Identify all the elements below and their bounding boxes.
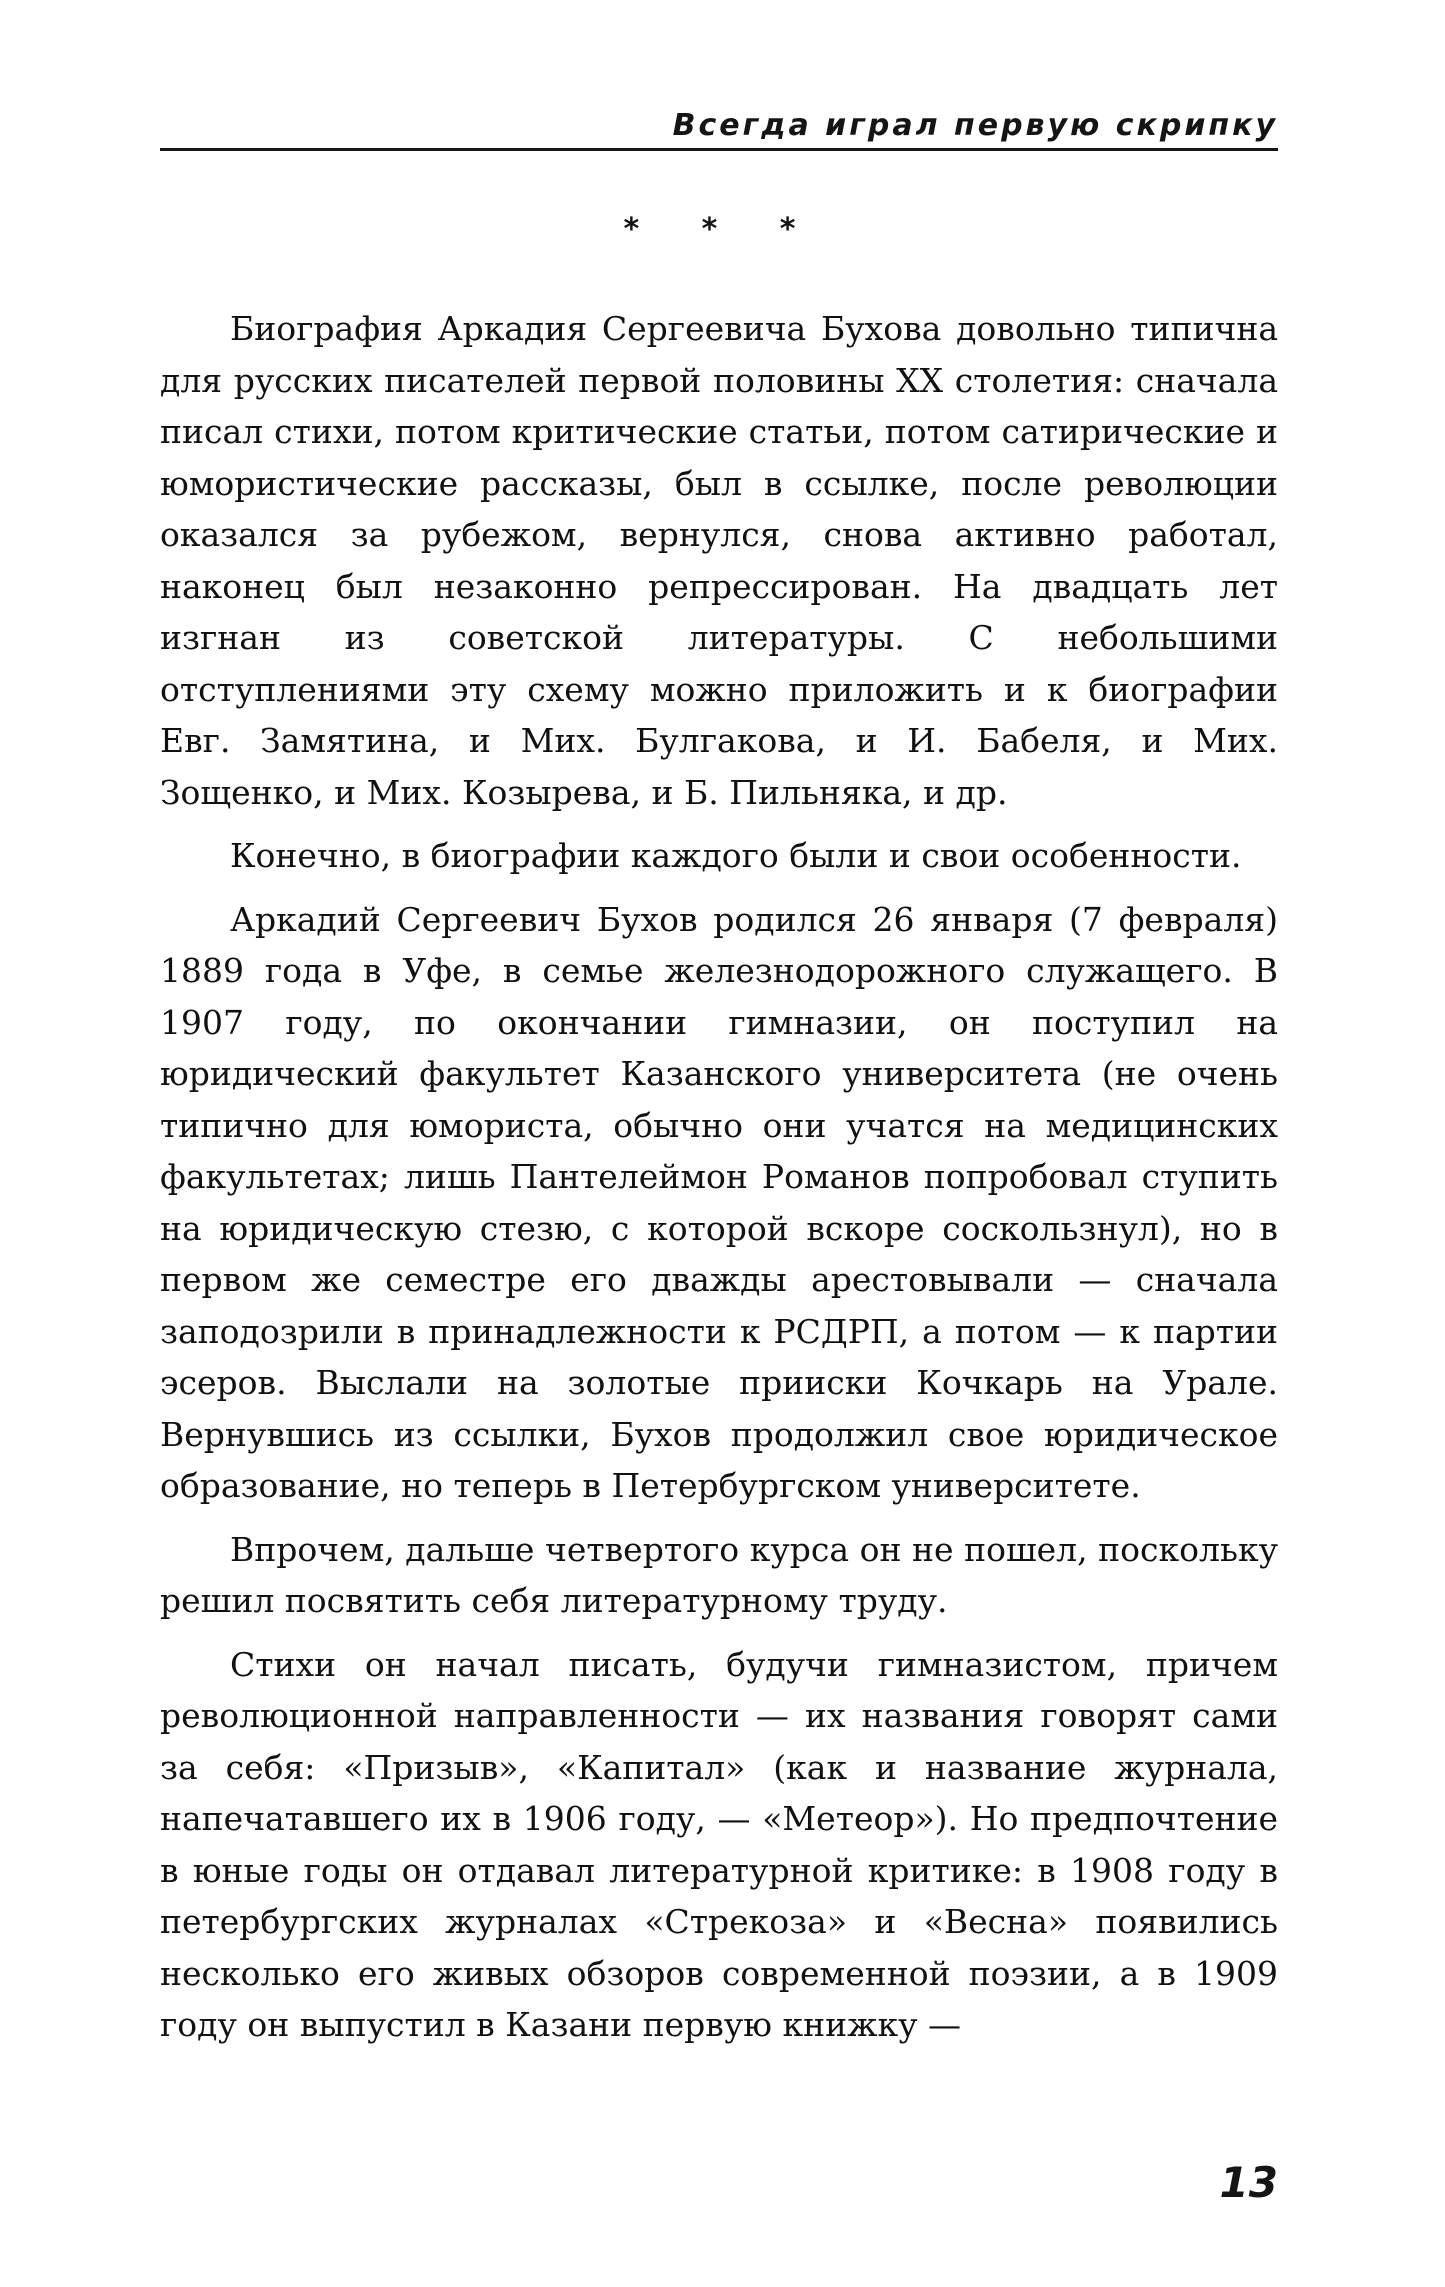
running-title: Всегда играл первую скрипку <box>672 108 1278 143</box>
paragraph-1: Биография Аркадия Сергеевича Бухова довольно типична для русских писателей первой половины XX столетия: сначала писал стихи, потом критические статьи, потом сатирические и юмористические рассказы, был в ссылке, после революции оказался за рубежом, вернулся, снова активно работал, наконец был незаконно репрессирован. На двадцать лет изгнан из советской литературы. С небольшими отступлениями эту схему можно приложить и к биографии Евг. Замятина, и Мих. Булгакова, и И. Бабеля, и Мих. Зощенко, и Мих. Козырева, и Б. Пильняка, и др. <box>160 309 1278 812</box>
body-text <box>160 303 1278 2063</box>
paragraph-2: Конечно, в биографии каждого были и свои особенности. <box>230 836 1242 875</box>
section-separator: * * * <box>623 212 822 247</box>
paragraph-4: Впрочем, дальше четвертого курса он не пошел, поскольку решил посвятить себя литературному труду. <box>160 1529 1278 1620</box>
page-number: 13 <box>1219 2158 1278 2207</box>
header-rule <box>160 148 1278 151</box>
paragraph-3: Аркадий Сергеевич Бухов родился 26 января (7 февраля) 1889 года в Уфе, в семье железнодорожного служащего. В 1907 году, по окончании гимназии, он поступил на юридический факультет Казанского университета (не очень типично для юмориста, обычно они учатся на медицинских факультетах; лишь Пантелеймон Романов попробовал ступить на юридическую стезю, с которой вскоре соскользнул), но в первом же семестре его дважды арестовывали — сначала заподозрили в принадлежности к РСДРП, а потом — к партии эсеров. Выслали на золотые прииски Кочкарь на Урале. Вернувшись из ссылки, Бухов продолжил свое юридическое образование, но теперь в Петербургском университете. <box>160 899 1278 1505</box>
paragraph-5: Стихи он начал писать, будучи гимназистом, причем революционной направленности — их названия говорят сами за себя: «Призыв», «Капитал» (как и название журнала, напечатавшего их в 1906 году, — «Метеор»). Но предпочтение в юные годы он отдавал литературной критике: в 1908 году в петербургских журналах «Стрекоза» и «Весна» появились несколько его живых обзоров современной поэзии, а в 1909 году он выпустил в Казани первую книжку — <box>160 1644 1278 2044</box>
